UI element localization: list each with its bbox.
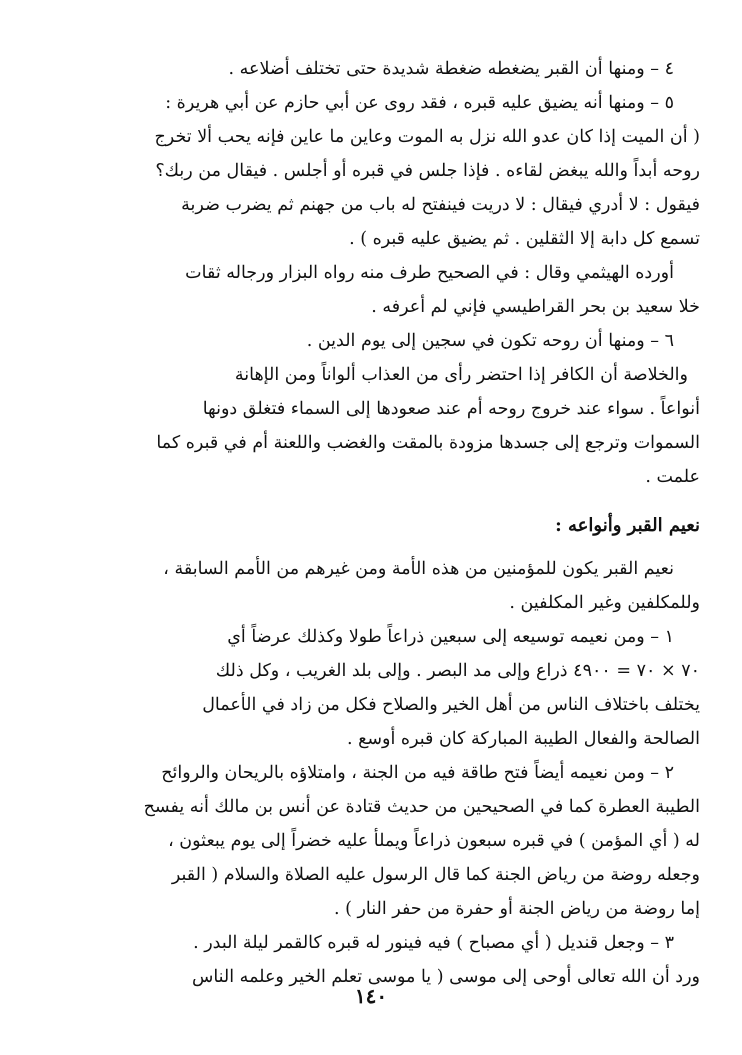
text-line: وللمكلفين وغير المكلفين . xyxy=(509,593,700,613)
page-number: ١٤٠ xyxy=(354,984,388,1008)
text-line: له ( أي المؤمن ) في قبره سبعون ذراعاً ويملأ عليه خضراً إلى يوم يبعثون ، xyxy=(168,831,700,851)
text-line: ٣ – وجعل قنديل ( أي مصباح ) فيه فينور له قبره كالقمر ليلة البدر . xyxy=(193,933,674,953)
text-line: علمت . xyxy=(645,467,700,487)
text-line: خلا سعيد بن بحر القراطيسي فإني لم أعرفه . xyxy=(371,297,700,317)
text-line: ورد أن الله تعالى أوحى إلى موسى ( يا موسى تعلم الخير وعلمه الناس xyxy=(191,967,700,987)
text-line: ٤ – ومنها أن القبر يضغطه ضغطة شديدة حتى تختلف أضلاعه . xyxy=(228,59,674,79)
text-line: ١ – ومن نعيمه توسيعه إلى سبعين ذراعاً طولا وكذلك عرضاً أي xyxy=(227,627,674,647)
document-page xyxy=(60,52,700,994)
text-line: نعيم القبر يكون للمؤمنين من هذه الأمة ومن غيرهم من الأمم السابقة ، xyxy=(163,559,674,579)
text-line: ٢ – ومن نعيمه أيضاً فتح طاقة فيه من الجنة ، وامتلاؤه بالريحان والروائح xyxy=(161,763,674,783)
text-line: أنواعاً . سواء عند خروج روحه أم عند صعودها إلى السماء فتغلق دونها xyxy=(202,399,700,419)
section-heading: نعيم القبر وأنواعه : xyxy=(555,515,700,536)
text-line: ٥ – ومنها أنه يضيق عليه قبره ، فقد روى عن أبي حازم عن أبي هريرة : xyxy=(165,93,674,113)
text-line: الصالحة والفعال الطيبة المباركة كان قبره أوسع . xyxy=(346,729,700,749)
text-line: وجعله روضة من رياض الجنة كما قال الرسول عليه الصلاة والسلام ( القبر xyxy=(171,865,700,885)
text-line: إما روضة من رياض الجنة أو حفرة من حفر النار ) . xyxy=(333,899,700,919)
text-line: فيقول : لا أدري فيقال : لا دريت فينفتح له باب من جهنم ثم يضرب ضربة xyxy=(181,195,700,215)
text-line: تسمع كل دابة إلا الثقلين . ثم يضيق عليه قبره ) . xyxy=(349,229,700,249)
text-line: روحه أبداً والله يبغض لقاءه . فإذا جلس في قبره أو أجلس . فيقال من ربك؟ xyxy=(155,161,700,181)
text-line: ٧٠ × ٧٠ = ٤٩٠٠ ذراع وإلى مد البصر . وإلى بلد الغريب ، وكل ذلك xyxy=(215,661,700,681)
text-line: الطيبة العطرة كما في الصحيحين من حديث قتادة عن أنس بن مالك أنه يفسح xyxy=(143,797,700,817)
text-line: أورده الهيثمي وقال : في الصحيح طرف منه رواه البزار ورجاله ثقات xyxy=(185,263,674,283)
text-line: ٦ – ومنها أن روحه تكون في سجين إلى يوم الدين . xyxy=(306,331,674,351)
text-line: يختلف باختلاف الناس من أهل الخير والصلاح فكل من زاد في الأعمال xyxy=(202,695,700,715)
text-line: والخلاصة أن الكافر إذا احتضر رأى من العذاب ألواناً ومن الإهانة xyxy=(234,365,688,385)
text-line: السموات وترجع إلى جسدها مزودة بالمقت والغضب واللعنة أم في قبره كما xyxy=(156,433,700,453)
text-line: ( أن الميت إذا كان عدو الله نزل به الموت وعاين ما عاين فإنه يحب ألا تخرج xyxy=(154,127,700,147)
